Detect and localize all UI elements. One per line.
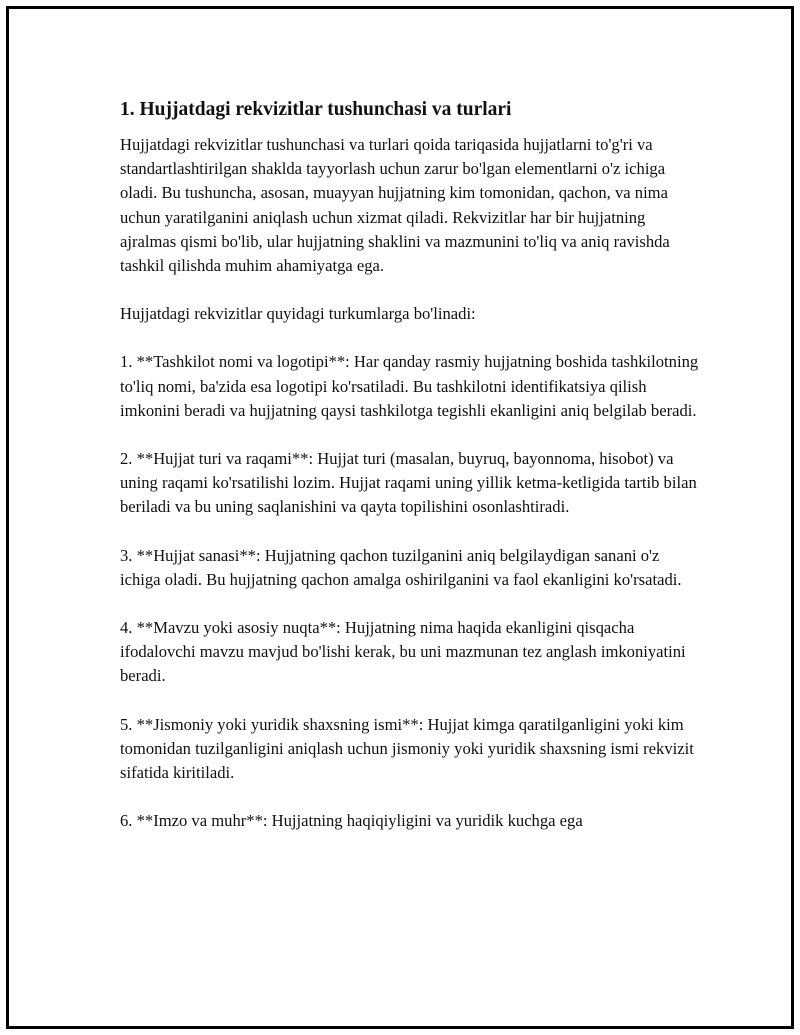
section-heading: 1. Hujjatdagi rekvizitlar tushunchasi va turlari [120, 99, 512, 120]
document-content [120, 97, 700, 857]
list-item-signature-seal: 6. **Imzo va muhr**: Hujjatning haqiqiyligini va yuridik kuchga ega [120, 811, 583, 831]
document-page [6, 6, 794, 1029]
intro-paragraph: Hujjatdagi rekvizitlar tushunchasi va turlari qoida tariqasida hujjatlarni to'g'ri va standartlashtirilgan shaklda tayyorlash uchun zarur bo'lgan elementlarni o'z ichiga oladi. Bu tushuncha, asosan, muayyan hujjatning kim tomonidan, qachon, va nima uchun yaratilganini aniqlash uchun xizmat qiladi. Rekvizitlar har bir hujjatning ajralmas qismi bo'lib, ular hujjatning shaklini va mazmunini to'liq va aniq ravishda tashkil qilishda muhim ahamiyatga ega. [120, 135, 670, 276]
list-item-person-name: 5. **Jismoniy yoki yuridik shaxsning ismi**: Hujjat kimga qaratilganligini yoki kim tomonidan tuzilganligini aniqlash uchun jismoniy yoki yuridik shaxsning ismi rekvizit sifatida kiritiladi. [120, 714, 694, 783]
list-item-document-date: 3. **Hujjat sanasi**: Hujjatning qachon tuzilganini aniq belgilaydigan sanani o'z ichiga oladi. Bu hujjatning qachon amalga oshirilganini va faol ekanligini ko'rsatadi. [120, 545, 682, 589]
list-item-document-type: 2. **Hujjat turi va raqami**: Hujjat turi (masalan, buyruq, bayonnoma, hisobot) va uning raqami ko'rsatilishi lozim. Hujjat raqami uning yillik ketma-ketligida tartib bilan beriladi va bu uning saqlanishini va qayta topilishini osonlashtiradi. [120, 449, 697, 517]
list-item-organization-name: 1. **Tashkilot nomi va logotipi**: Har qanday rasmiy hujjatning boshida tashkilotning to'liq nomi, ba'zida esa logotipi ko'rsatiladi. Bu tashkilotni identifikatsiya qilish imkonini beradi va hujjatning qaysi tashkilotga tegishli ekanligini aniq belgilab beradi. [120, 352, 699, 420]
categories-intro: Hujjatdagi rekvizitlar quyidagi turkumlarga bo'linadi: [120, 304, 476, 324]
list-item-subject: 4. **Mavzu yoki asosiy nuqta**: Hujjatning nima haqida ekanligini qisqacha ifodalovchi mavzu mavjud bo'lishi kerak, bu uni mazmunan tez anglash imkoniyatini beradi. [120, 618, 686, 686]
